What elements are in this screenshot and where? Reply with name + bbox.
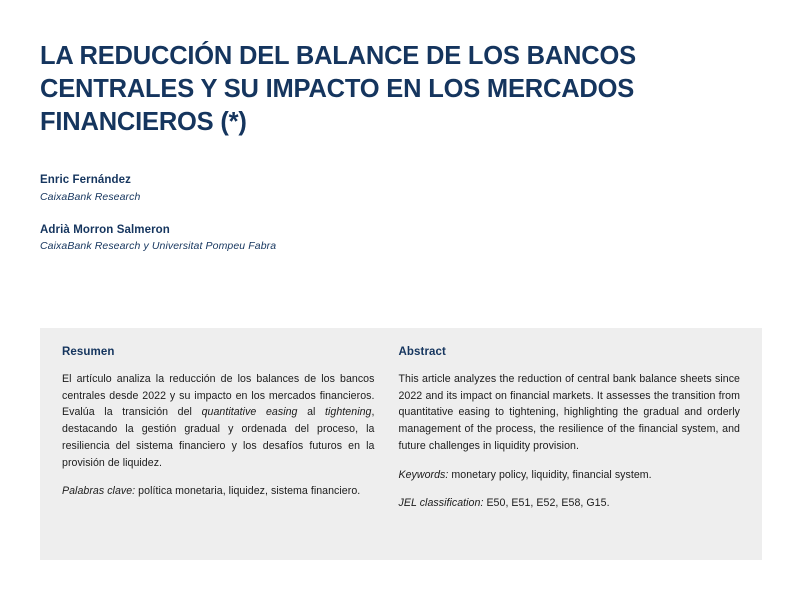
- resumen-keywords-value: política monetaria, liquidez, sistema financiero.: [135, 485, 361, 498]
- abstract-column: [398, 346, 740, 542]
- abstract-keywords-value: monetary policy, liquidity, financial system.: [448, 468, 652, 481]
- jel-classification: [398, 495, 740, 512]
- resumen-heading: Resumen: [62, 346, 115, 358]
- abstract-keywords-label: Keywords:: [398, 468, 449, 481]
- resumen-emphasis-tightening: tightening: [325, 406, 372, 419]
- abstract-heading: Abstract: [398, 346, 446, 358]
- abstract-body: This article analyzes the reduction of central bank balance sheets since 2022 and its impact on financial markets. It assesses the transition from quantitative easing to tightening, highlighting the gradual and orderly management of the process, the resilience of the financial system, and future challenges in liquidity provision.: [398, 373, 740, 452]
- resumen-column: [62, 346, 398, 542]
- authors-list: [40, 173, 762, 253]
- resumen-keywords: [62, 483, 374, 500]
- author-affiliation: CaixaBank Research y Universitat Pompeu Fabra: [40, 240, 277, 253]
- resumen-body-part-1: El artículo analiza la reducción de los balances de los bancos centrales desde 2022 y su impacto en los mercados financieros. Evalúa la transición del: [62, 373, 375, 419]
- resumen-emphasis-qe: quantitative easing: [201, 406, 298, 419]
- author-entry: [40, 173, 762, 204]
- resumen-body: [62, 371, 374, 471]
- abstract-panel: [40, 328, 762, 560]
- resumen-keywords-label: Palabras clave:: [62, 485, 136, 498]
- author-affiliation: CaixaBank Research: [40, 190, 141, 203]
- resumen-body-part-3: , destacando la gestión gradual y ordenada del proceso, la resiliencia del sistema financiero y los desafíos futuros en la provisión de liquidez.: [62, 406, 375, 469]
- author-name: Enric Fernández: [40, 174, 131, 187]
- jel-label: JEL classification:: [398, 497, 484, 510]
- author-entry: [40, 223, 762, 254]
- resumen-body-part-2: al: [297, 406, 326, 419]
- author-name: Adrià Morron Salmeron: [40, 223, 170, 236]
- abstract-keywords: [398, 467, 740, 484]
- jel-value: E50, E51, E52, E58, G15.: [483, 497, 610, 510]
- page-title: LA REDUCCIÓN DEL BALANCE DE LOS BANCOS CENTRALES Y SU IMPACTO EN LOS MERCADOS FINANCIEROS (*): [40, 42, 636, 137]
